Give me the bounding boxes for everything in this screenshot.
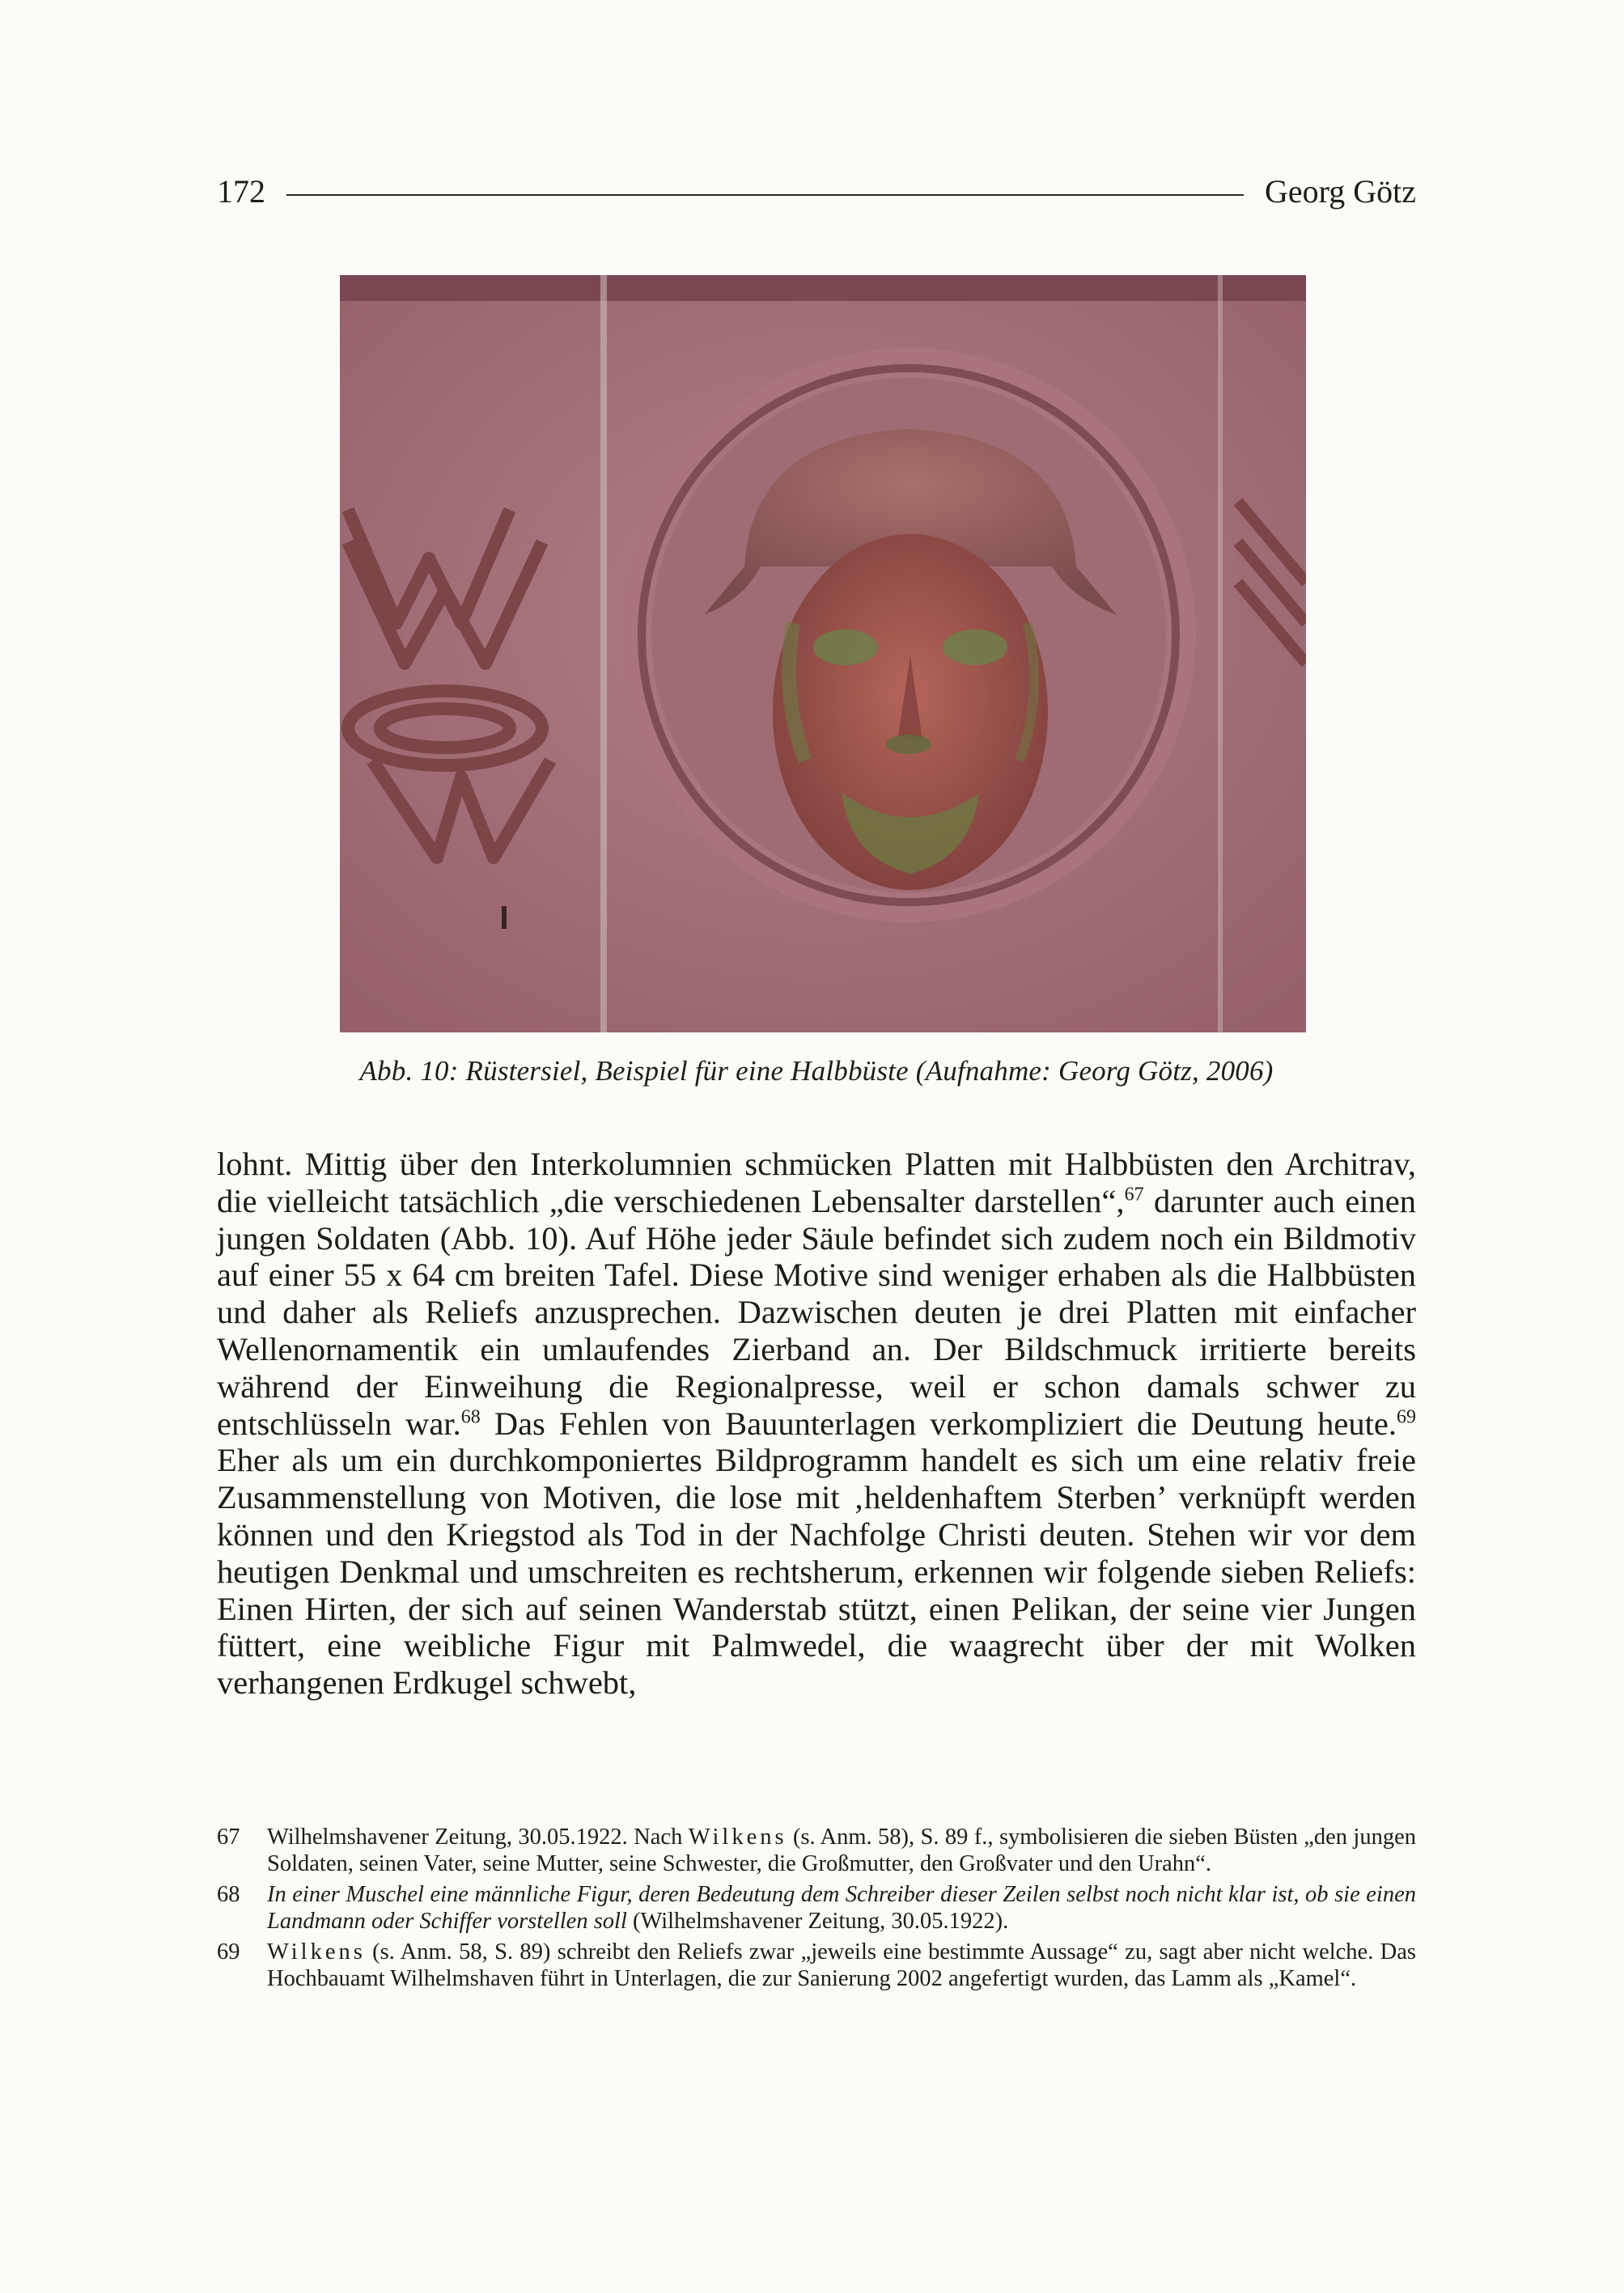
footnote-number: 69	[217, 1939, 240, 1965]
figure-caption: Abb. 10: Rüstersiel, Beispiel für eine Halbbüste (Aufnahme: Georg Götz, 2006)	[359, 1055, 1274, 1087]
text-segment: darunter auch einen jungen Soldaten (Abb. 10). Auf Höhe jeder Säule befindet sich zudem noch ein Bildmotiv auf einer 55 x 64 cm breiten Tafel. Diese Motive sind weniger erhaben als die Halbbüsten und daher als Reliefs anzusprechen. Dazwischen deuten je drei Platten mit einfacher Wellenornamentik ein umlaufendes Zierband an. Der Bildschmuck irritierte bereits während der Einweihung die Regionalpresse, weil er schon damals schwer zu entschlüsseln war.	[217, 1182, 1416, 1442]
running-header	[217, 162, 1416, 210]
footnote-68	[217, 1881, 1416, 1935]
body-text	[217, 1146, 1416, 1702]
running-head-author: Georg Götz	[1265, 173, 1416, 210]
footnotes	[217, 1824, 1416, 1996]
text-segment: lohnt. Mittig über den Interkolumnien schmücken Platten mit Halbbüsten den Architrav, die vielleicht tatsächlich „die verschiedenen Lebensalter darstellen“,	[217, 1146, 1416, 1219]
footnote-text-segment: Wilhelmshavener Zeitung, 30.05.1922. Nach	[267, 1825, 689, 1850]
text-segment: Eher als um ein durchkomponiertes Bildprogramm handelt es sich um eine relativ freie Zusammenstellung von Motiven, die lose mit ‚heldenhaftem Sterben’ verknüpft werden können und den Kriegstod als Tod in der Nachfolge Christi deuten. Stehen wir vor dem heutigen Denkmal und umschreiten es rechtsherum, erkennen wir folgende sieben Reliefs: Einen Hirten, der sich auf seinen Wanderstab stützt, einen Pelikan, der seine vier Jungen füttert, eine weibliche Figur mit Palmwedel, die waagrecht über der mit Wolken verhangenen Erdkugel schwebt,	[217, 1442, 1416, 1702]
cited-author: Wilkens	[688, 1825, 787, 1850]
footnote-text-segment: (s. Anm. 58, S. 89) schreibt den Reliefs zwar „jeweils eine bestimmte Aussage“ zu, sagt aber nicht welche. Das Hochbauamt Wilhelmshaven führt in Unterlagen, die zur Sanierung 2002 angefertigt wurden, das Lamm als „Kamel“.	[267, 1939, 1416, 1991]
footnote-quotation: In einer Muschel eine männliche Figur, deren Bedeutung dem Schreiber dieser Zeilen selbst noch nicht klar ist, ob sie einen Landmann oder Schiffer vorstellen soll	[267, 1882, 1416, 1934]
footnote-number: 68	[217, 1882, 240, 1907]
halbbueste-relief-image	[340, 275, 1306, 1032]
footnote-reference: 67	[1124, 1184, 1144, 1206]
header-rule	[286, 194, 1244, 196]
footnote-text	[267, 1881, 1416, 1935]
footnote-67	[217, 1824, 1416, 1877]
footnote-number: 67	[217, 1825, 240, 1850]
body-paragraph	[217, 1146, 1416, 1702]
footnote-text-segment: (s. Anm. 58), S. 89 f., symbolisieren die sieben Büsten „den jungen Soldaten, seinen Vater, seine Mutter, seine Schwester, die Großmutter, den Großvater und den Urahn“.	[267, 1825, 1416, 1876]
cited-author: Wilkens	[267, 1939, 366, 1965]
footnote-reference: 69	[1397, 1406, 1416, 1428]
relief-photograph	[340, 275, 1306, 1032]
text-segment: Das Fehlen von Bauunterlagen verkompliziert die Deutung heute.	[480, 1405, 1397, 1442]
footnote-text	[267, 1939, 1416, 1992]
footnote-reference: 68	[460, 1406, 481, 1428]
page-number: 172	[217, 173, 265, 210]
footnote-text	[267, 1824, 1416, 1877]
footnote-text-segment: (Wilhelmshavener Zeitung, 30.05.1922).	[626, 1909, 1009, 1934]
footnote-69	[217, 1939, 1416, 1992]
